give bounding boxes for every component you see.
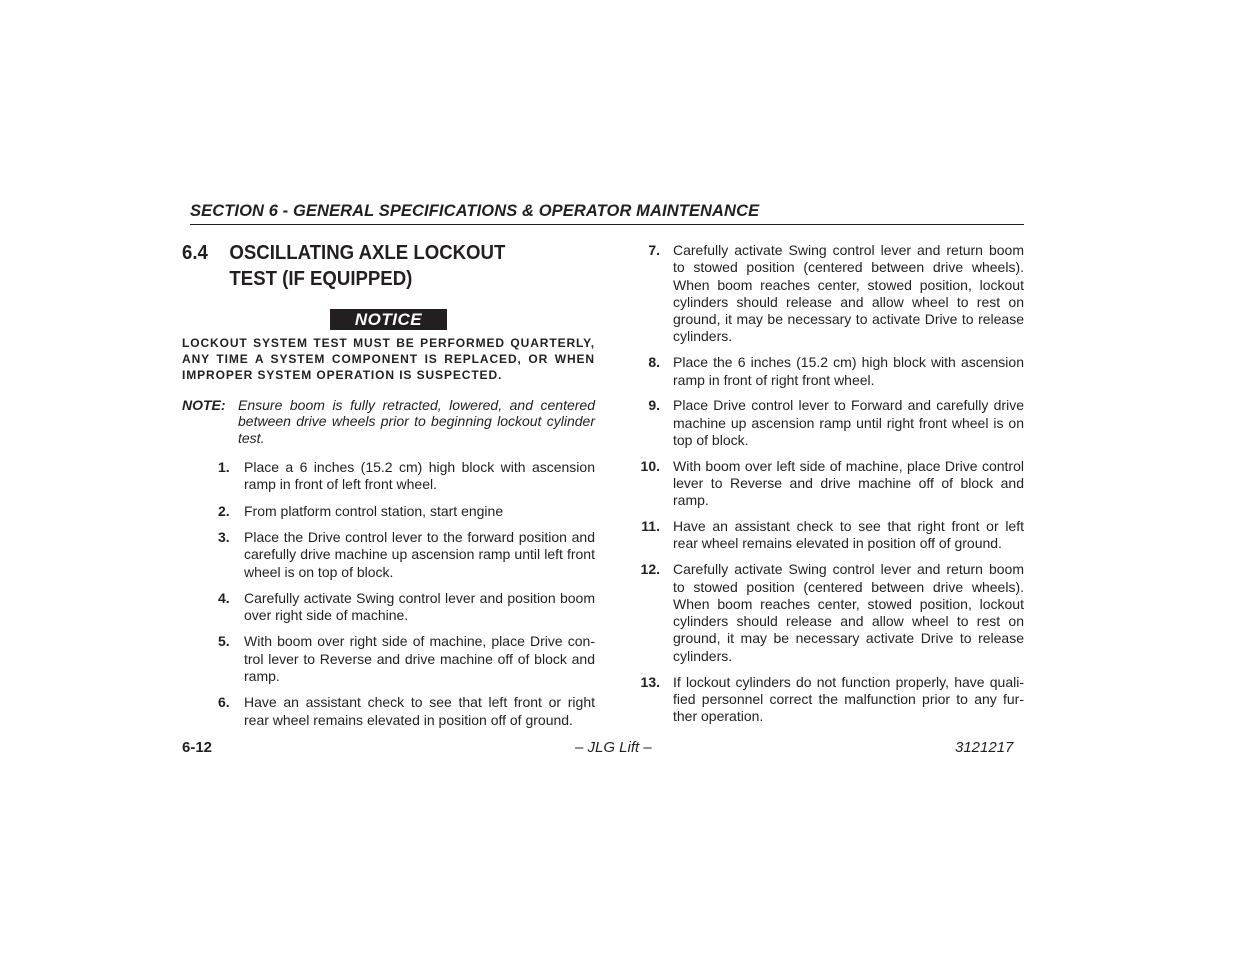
step-text: Carefully activate Swing control lever and return boom to stowed position (centered between drive wheels). When boom reaches center, stowed position, lockout cylinders should release and allow wheel to rest on ground, it may be necessary activate Drive to release cylinders. — [673, 561, 1024, 664]
note-label: NOTE: — [182, 396, 226, 413]
step-item — [636, 458, 1024, 510]
section-header: SECTION 6 - GENERAL SPECIFICATIONS & OPERATOR MAINTENANCE — [190, 202, 1024, 225]
heading-number: 6.4 — [182, 242, 208, 264]
step-item — [182, 590, 595, 625]
step-item — [636, 518, 1024, 553]
step-text: Place a 6 inches (15.2 cm) high block with ascension ramp in front of left front wheel. — [244, 459, 595, 493]
step-number: 5. — [218, 633, 230, 650]
step-number: 7. — [648, 242, 660, 258]
step-text: Carefully activate Swing control lever and return boom to stowed position (centered between drive wheels). When boom reaches center, stowed position, lockout cylinders should release and allow wheel to rest on ground, it may be necessary to activate Drive to release cylinders. — [673, 242, 1024, 345]
step-item — [636, 397, 1024, 449]
notice-text: LOCKOUT SYSTEM TEST MUST BE PERFORMED QUARTERLY, ANY TIME A SYSTEM COMPONENT IS REPLACED, OR WHEN IMPROPER SYSTEM OPERATION IS SUSPECTED. — [182, 336, 595, 383]
document-number: 3121217 — [955, 739, 1014, 756]
step-text: Place the 6 inches (15.2 cm) high block with ascension ramp in front of right front wheel. — [673, 354, 1024, 388]
heading-title: OSCILLATING AXLE LOCKOUT TEST (IF EQUIPPED) — [229, 242, 506, 290]
step-number: 2. — [218, 502, 230, 519]
left-column — [182, 240, 595, 738]
steps-list-left — [182, 459, 595, 729]
step-number: 8. — [648, 354, 660, 371]
step-number: 12. — [640, 561, 660, 578]
note-text: Ensure boom is fully retracted, lowered, and centered between drive wheels prior to beginning lockout cylinder test. — [238, 396, 595, 446]
step-item — [182, 529, 595, 581]
notice-banner — [182, 309, 595, 330]
step-text: With boom over left side of machine, place Drive control lever to Reverse and drive machine off of block and ramp. — [673, 457, 1024, 509]
section-heading — [182, 240, 566, 292]
note — [182, 397, 595, 447]
step-text: Have an assistant check to see that left front or right rear wheel remains elevated in position off of ground. — [244, 694, 595, 728]
step-text: If lockout cylinders do not function properly, have quali-fied personnel correct the malfunction prior to any fur-ther operation. — [673, 673, 1024, 725]
step-text: Place the Drive control lever to the forward position and carefully drive machine up ascension ramp until left front wheel is on top of block. — [244, 529, 595, 580]
step-text: From platform control station, start engine — [244, 502, 504, 519]
step-item — [182, 459, 595, 494]
step-text: Have an assistant check to see that right front or left rear wheel remains elevated in position off of ground. — [673, 518, 1024, 552]
step-number: 4. — [218, 589, 230, 606]
steps-list-right — [636, 242, 1024, 725]
step-number: 9. — [648, 397, 660, 414]
step-number: 3. — [218, 529, 230, 545]
step-item — [636, 674, 1024, 726]
step-number: 13. — [640, 673, 660, 690]
step-item — [636, 242, 1024, 346]
step-text: Carefully activate Swing control lever and position boom over right side of machine. — [244, 589, 595, 624]
right-column — [636, 242, 1024, 734]
step-item — [182, 694, 595, 729]
step-text: Place Drive control lever to Forward and carefully drive machine up ascension ramp until right front wheel is on top of block. — [673, 397, 1024, 448]
step-number: 11. — [641, 518, 660, 535]
step-number: 1. — [218, 459, 230, 476]
step-text: With boom over right side of machine, place Drive con-trol lever to Reverse and drive machine off of block and ramp. — [244, 633, 595, 685]
step-item — [636, 561, 1024, 665]
page-number: 6-12 — [182, 739, 213, 756]
step-item — [182, 633, 595, 685]
notice-label: NOTICE — [330, 309, 447, 330]
step-item — [182, 503, 595, 520]
step-number: 10. — [640, 457, 660, 474]
step-number: 6. — [218, 694, 230, 711]
footer-brand: – JLG Lift – — [575, 739, 652, 756]
step-item — [636, 354, 1024, 389]
